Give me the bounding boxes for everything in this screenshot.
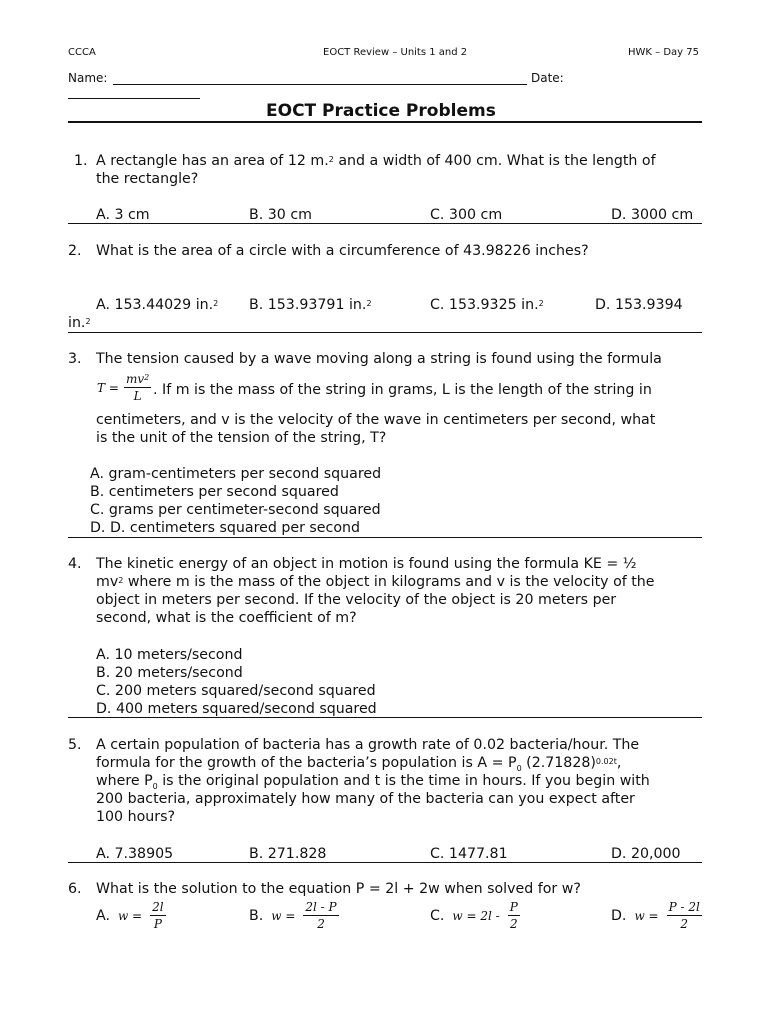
page-title: EOCT Practice Problems: [266, 101, 496, 121]
name-line: [113, 84, 527, 85]
q4-option-b: B. 20 meters/second: [96, 665, 243, 681]
q3-formula: T = $\frac{mv^2}{L}$: [97, 372, 150, 403]
q5-option-a: A. 7.38905: [96, 846, 174, 862]
q1-option-b: B. 30 cm: [249, 207, 312, 223]
q2-option-b: B. 153.93791 in.$^2$: [249, 297, 372, 313]
q3-rule: [68, 537, 702, 538]
q2-option-c: C. 153.9325 in.$^2$: [430, 297, 544, 313]
q4-text-line2: $mv^2$ where m is the mass of the object in kilograms and v is the velocity of the: [96, 574, 655, 590]
q2-option-a: A. 153.44029 in.$^2$: [96, 297, 219, 313]
q4-rule: [68, 717, 702, 718]
q3-option-c: C. grams per centimeter-second squared: [90, 502, 381, 518]
q1-rule: [68, 223, 702, 224]
q3-formula-numerator: $mv^2$: [125, 372, 150, 386]
q5-option-c: C. 1477.81: [430, 846, 508, 862]
q1-text-line1: A rectangle has an area of 12 m.$^2$ and a width of 400 cm. What is the length of: [96, 153, 656, 169]
q6-option-b: B. w = $\frac{2l - P}{2}$: [249, 900, 337, 931]
q5-option-d: D. 20,000: [611, 846, 681, 862]
q4-option-c: C. 200 meters squared/second squared: [96, 683, 376, 699]
q1-number: 1.: [74, 153, 88, 169]
header-right: HWK – Day 75: [628, 47, 699, 58]
q3-text-line3: centimeters, and v is the velocity of the wave in centimeters per second, what: [96, 412, 656, 428]
q2-number: 2.: [68, 243, 82, 259]
q4-option-a: A. 10 meters/second: [96, 647, 243, 663]
q1-option-c: C. 300 cm: [430, 207, 503, 223]
q1-option-a: A. 3 cm: [96, 207, 150, 223]
q5-text-line5: 100 hours?: [96, 809, 176, 825]
q2-option-d-unit: in.$^2$: [68, 315, 91, 331]
title-rule: [68, 121, 702, 123]
q5-text-line4: 200 bacteria, approximately how many of the bacteria can you expect after: [96, 791, 635, 807]
header-center: EOCT Review – Units 1 and 2: [323, 47, 468, 58]
q6-option-c: C. w = 2l - $\frac{P}{2}$: [430, 900, 518, 931]
date-label: Date:: [531, 71, 564, 85]
q6-option-a: A. w = $\frac{2l}{P}$: [96, 900, 164, 931]
q4-text-line1: The kinetic energy of an object in motion is found using the formula KE = ½: [96, 556, 637, 572]
q3-text-line1: The tension caused by a wave moving along a string is found using the formula: [96, 351, 662, 367]
q1-text-line2: the rectangle?: [96, 171, 199, 187]
q6-option-d: D. w = $\frac{P - 2l}{2}$: [611, 900, 700, 931]
q2-rule: [68, 332, 702, 333]
q4-number: 4.: [68, 556, 82, 572]
header-left: CCCA: [68, 47, 96, 58]
q3-option-a: A. gram-centimeters per second squared: [90, 466, 382, 482]
q5-number: 5.: [68, 737, 82, 753]
q5-text-line3: where $P_0$ is the original population and t is the time in hours. If you begin with: [96, 773, 650, 791]
q5-text-line1: A certain population of bacteria has a growth rate of 0.02 bacteria/hour. The: [96, 737, 640, 753]
q5-text-line2: formula for the growth of the bacteria’s population is $A = P_0$ $(2.71828)^{0.02t}$,: [96, 755, 622, 773]
q2-option-d: D. 153.9394: [595, 297, 683, 313]
q4-text-line4: second, what is the coefficient of m?: [96, 610, 357, 626]
q3-option-b: B. centimeters per second squared: [90, 484, 339, 500]
q3-text-line2: . If m is the mass of the string in grams, L is the length of the string in: [153, 382, 652, 398]
q6-number: 6.: [68, 881, 82, 897]
q3-text-line4: is the unit of the tension of the string, T?: [96, 430, 387, 446]
q1-option-d: D. 3000 cm: [611, 207, 694, 223]
q6-text: What is the solution to the equation P = 2l + 2w when solved for w?: [96, 881, 581, 897]
name-label: Name:: [68, 71, 108, 85]
q4-text-line3: object in meters per second. If the velocity of the object is 20 meters per: [96, 592, 617, 608]
q4-option-d: D. 400 meters squared/second squared: [96, 701, 377, 717]
date-line: [68, 98, 200, 99]
q5-rule: [68, 862, 702, 863]
q2-text: What is the area of a circle with a circumference of 43.98226 inches?: [96, 243, 589, 259]
q3-number: 3.: [68, 351, 82, 367]
q5-option-b: B. 271.828: [249, 846, 327, 862]
q3-option-d: D. D. centimeters squared per second: [90, 520, 361, 536]
